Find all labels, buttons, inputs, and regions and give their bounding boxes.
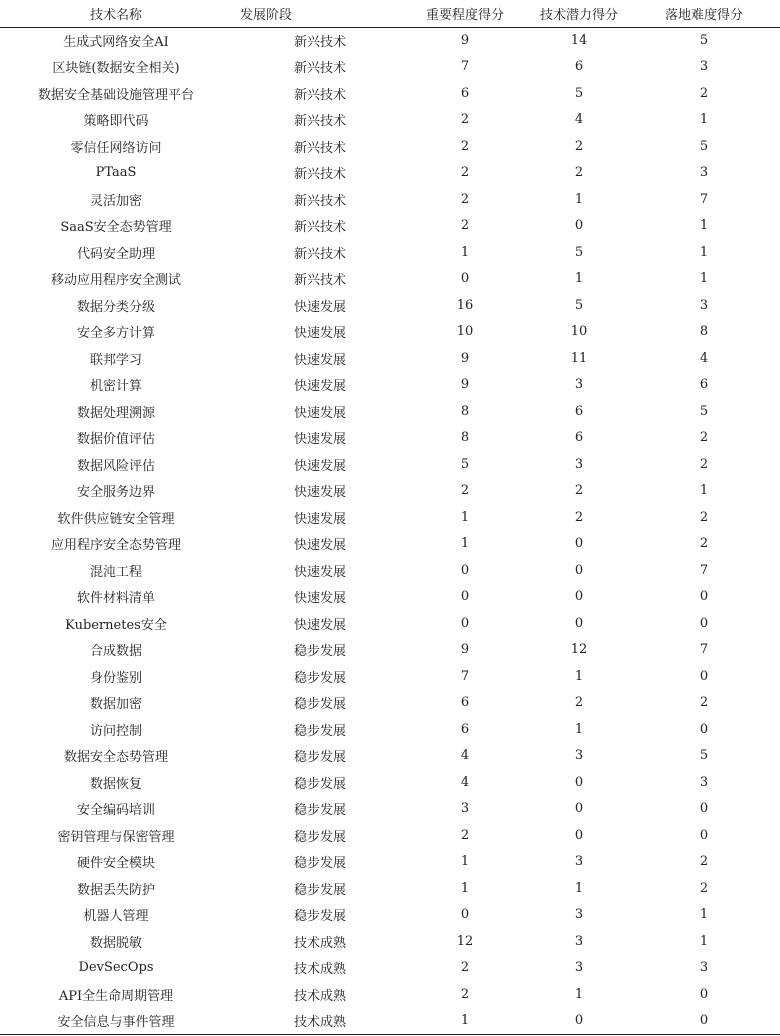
cell-potential-score: 1 xyxy=(574,721,584,737)
cell-potential-score: 10 xyxy=(570,324,588,340)
table-row xyxy=(0,27,780,54)
cell-tech-name: 灵活加密 xyxy=(89,193,142,209)
cell-potential-score: 0 xyxy=(574,827,584,843)
cell-tech-name: Kubernetes安全 xyxy=(65,617,167,633)
cell-importance-score: 1 xyxy=(460,854,470,870)
cell-potential-score: 1 xyxy=(574,880,584,896)
cell-difficulty-score: 2 xyxy=(699,536,709,552)
cell-stage: 稳步发展 xyxy=(293,803,346,819)
cell-difficulty-score: 0 xyxy=(699,986,709,1002)
cell-importance-score: 3 xyxy=(460,801,470,817)
cell-stage: 快速发展 xyxy=(293,352,346,368)
header-tech-name: 技术名称 xyxy=(0,0,232,27)
cell-stage: 快速发展 xyxy=(293,379,346,395)
cell-tech-name: 代码安全助理 xyxy=(76,246,155,262)
cell-difficulty-score: 1 xyxy=(699,271,709,287)
cell-importance-score: 5 xyxy=(460,456,470,472)
cell-difficulty-score: 3 xyxy=(699,165,709,181)
cell-potential-score: 0 xyxy=(574,774,584,790)
cell-potential-score: 0 xyxy=(574,562,584,578)
cell-difficulty-score: 1 xyxy=(699,907,709,923)
cell-importance-score: 16 xyxy=(456,297,474,313)
table-row xyxy=(0,531,780,558)
cell-difficulty-score: 7 xyxy=(699,642,709,658)
cell-difficulty-score: 7 xyxy=(699,191,709,207)
cell-stage: 快速发展 xyxy=(293,299,346,315)
cell-stage: 新兴技术 xyxy=(293,35,346,50)
cell-stage: 快速发展 xyxy=(293,564,346,580)
cell-importance-score: 0 xyxy=(460,271,470,287)
cell-importance-score: 7 xyxy=(460,668,470,684)
cell-potential-score: 3 xyxy=(574,854,584,870)
cell-tech-name: 机器人管理 xyxy=(83,909,149,925)
cell-importance-score: 8 xyxy=(460,430,470,446)
table-header xyxy=(0,0,780,27)
cell-tech-name: API全生命周期管理 xyxy=(58,988,174,1004)
cell-tech-name: 安全多方计算 xyxy=(76,326,155,342)
cell-importance-score: 0 xyxy=(460,907,470,923)
cell-potential-score: 3 xyxy=(574,456,584,472)
cell-difficulty-score: 1 xyxy=(699,933,709,949)
cell-difficulty-score: 5 xyxy=(699,403,709,419)
table-row xyxy=(0,80,780,107)
cell-difficulty-score: 2 xyxy=(699,456,709,472)
cell-potential-score: 5 xyxy=(574,297,584,313)
cell-potential-score: 0 xyxy=(574,801,584,817)
cell-tech-name: 区块链(数据安全相关) xyxy=(52,61,180,77)
table-row xyxy=(0,928,780,955)
table-row xyxy=(0,186,780,213)
cell-potential-score: 2 xyxy=(574,509,584,525)
cell-importance-score: 1 xyxy=(460,880,470,896)
cell-tech-name: 数据丢失防护 xyxy=(76,882,155,898)
cell-potential-score: 1 xyxy=(574,668,584,684)
cell-importance-score: 2 xyxy=(460,483,470,499)
table-row xyxy=(0,902,780,929)
cell-importance-score: 6 xyxy=(460,695,470,711)
cell-stage: 稳步发展 xyxy=(293,697,346,713)
cell-importance-score: 1 xyxy=(400,1008,530,1035)
table-row xyxy=(0,319,780,346)
cell-stage: 新兴技术 xyxy=(293,220,346,236)
cell-importance-score: 1 xyxy=(460,536,470,552)
cell-potential-score: 3 xyxy=(574,960,584,976)
cell-stage: 新兴技术 xyxy=(293,87,346,103)
cell-tech-name: 生成式网络安全AI xyxy=(63,35,169,50)
cell-difficulty-score: 2 xyxy=(699,509,709,525)
cell-difficulty-score: 2 xyxy=(699,85,709,101)
cell-importance-score: 10 xyxy=(456,324,474,340)
table-row xyxy=(0,769,780,796)
cell-potential-score: 0 xyxy=(574,536,584,552)
cell-tech-name: 身份鉴别 xyxy=(89,670,142,686)
cell-difficulty-score: 0 xyxy=(699,589,709,605)
cell-potential-score: 0 xyxy=(530,1008,628,1035)
cell-tech-name: 机密计算 xyxy=(89,379,142,395)
header-potential-score: 技术潜力得分 xyxy=(530,0,628,27)
table-body xyxy=(0,27,780,1034)
cell-stage: 快速发展 xyxy=(293,511,346,527)
cell-difficulty-score: 5 xyxy=(699,748,709,764)
table-row xyxy=(0,292,780,319)
cell-importance-score: 2 xyxy=(460,827,470,843)
cell-potential-score: 6 xyxy=(574,403,584,419)
cell-importance-score: 4 xyxy=(460,748,470,764)
table-row xyxy=(0,955,780,982)
cell-stage: 技术成熟 xyxy=(293,935,346,951)
cell-potential-score: 1 xyxy=(574,191,584,207)
table-row xyxy=(0,690,780,717)
cell-importance-score: 6 xyxy=(460,721,470,737)
cell-difficulty-score: 0 xyxy=(628,1008,780,1035)
cell-tech-name: 合成数据 xyxy=(89,644,142,660)
cell-stage: 新兴技术 xyxy=(293,140,346,156)
cell-difficulty-score: 0 xyxy=(699,801,709,817)
cell-stage: 技术成熟 xyxy=(293,962,346,978)
cell-potential-score: 5 xyxy=(574,244,584,260)
cell-stage: 新兴技术 xyxy=(293,246,346,262)
table-row xyxy=(0,716,780,743)
cell-tech-name: 混沌工程 xyxy=(89,564,142,580)
cell-tech-name: 安全服务边界 xyxy=(76,485,155,501)
cell-stage: 快速发展 xyxy=(293,485,346,501)
cell-stage: 快速发展 xyxy=(293,326,346,342)
cell-potential-score: 3 xyxy=(574,377,584,393)
cell-difficulty-score: 2 xyxy=(699,695,709,711)
cell-importance-score: 1 xyxy=(460,244,470,260)
table-row xyxy=(0,822,780,849)
cell-difficulty-score: 7 xyxy=(699,562,709,578)
cell-importance-score: 9 xyxy=(460,350,470,366)
cell-importance-score: 6 xyxy=(460,85,470,101)
cell-stage: 快速发展 xyxy=(293,538,346,554)
cell-stage: 新兴技术 xyxy=(293,114,346,130)
cell-tech-name: 数据加密 xyxy=(89,697,142,713)
table-row xyxy=(0,663,780,690)
cell-tech-name: 数据安全基础设施管理平台 xyxy=(37,87,194,103)
cell-importance-score: 2 xyxy=(460,112,470,128)
cell-importance-score: 12 xyxy=(456,933,474,949)
cell-importance-score: 2 xyxy=(460,191,470,207)
cell-potential-score: 1 xyxy=(574,986,584,1002)
cell-importance-score: 2 xyxy=(460,138,470,154)
cell-stage: 新兴技术 xyxy=(293,193,346,209)
cell-stage: 稳步发展 xyxy=(293,670,346,686)
header-difficulty-score: 落地难度得分 xyxy=(628,0,780,27)
cell-potential-score: 0 xyxy=(574,218,584,234)
cell-stage: 稳步发展 xyxy=(293,856,346,872)
cell-stage: 稳步发展 xyxy=(293,882,346,898)
cell-tech-name: SaaS安全态势管理 xyxy=(60,220,172,236)
table-row xyxy=(0,160,780,187)
cell-difficulty-score: 2 xyxy=(699,854,709,870)
cell-potential-score: 3 xyxy=(574,907,584,923)
cell-difficulty-score: 5 xyxy=(699,33,709,48)
table-row xyxy=(0,981,780,1008)
cell-stage: 新兴技术 xyxy=(293,61,346,77)
table-row xyxy=(0,1008,780,1035)
cell-potential-score: 2 xyxy=(574,695,584,711)
table-row xyxy=(0,478,780,505)
table-row xyxy=(0,372,780,399)
cell-stage: 新兴技术 xyxy=(293,167,346,183)
cell-tech-name: 软件供应链安全管理 xyxy=(57,511,175,527)
table-row xyxy=(0,425,780,452)
cell-stage: 稳步发展 xyxy=(293,723,346,739)
cell-stage: 技术成熟 xyxy=(232,1008,400,1035)
cell-tech-name: 数据脱敏 xyxy=(89,935,142,951)
cell-tech-name: 应用程序安全态势管理 xyxy=(50,538,181,554)
cell-tech-name: 访问控制 xyxy=(89,723,142,739)
cell-potential-score: 0 xyxy=(574,589,584,605)
cell-importance-score: 1 xyxy=(460,509,470,525)
cell-importance-score: 7 xyxy=(460,59,470,75)
cell-stage: 稳步发展 xyxy=(293,776,346,792)
cell-potential-score: 6 xyxy=(574,59,584,75)
cell-difficulty-score: 0 xyxy=(699,615,709,631)
cell-potential-score: 2 xyxy=(574,165,584,181)
cell-importance-score: 2 xyxy=(460,218,470,234)
cell-stage: 稳步发展 xyxy=(293,750,346,766)
cell-difficulty-score: 3 xyxy=(699,960,709,976)
cell-potential-score: 1 xyxy=(574,271,584,287)
table-row xyxy=(0,849,780,876)
cell-stage: 稳步发展 xyxy=(293,909,346,925)
cell-importance-score: 0 xyxy=(460,589,470,605)
table-row xyxy=(0,584,780,611)
table-row xyxy=(0,239,780,266)
cell-difficulty-score: 1 xyxy=(699,112,709,128)
cell-stage: 快速发展 xyxy=(293,617,346,633)
cell-tech-name: 零信任网络访问 xyxy=(70,140,162,156)
cell-difficulty-score: 6 xyxy=(699,377,709,393)
cell-difficulty-score: 0 xyxy=(699,668,709,684)
cell-tech-name: PTaaS xyxy=(95,165,137,181)
cell-tech-name: 数据处理溯源 xyxy=(76,405,155,421)
table-row xyxy=(0,398,780,425)
cell-difficulty-score: 4 xyxy=(699,350,709,366)
cell-stage: 快速发展 xyxy=(293,591,346,607)
cell-potential-score: 6 xyxy=(574,430,584,446)
cell-tech-name: 数据安全态势管理 xyxy=(63,750,168,766)
table-row xyxy=(0,345,780,372)
cell-importance-score: 9 xyxy=(460,33,470,48)
header-importance-score: 重要程度得分 xyxy=(400,0,530,27)
cell-tech-name: 数据分类分级 xyxy=(76,299,155,315)
cell-importance-score: 9 xyxy=(460,377,470,393)
cell-difficulty-score: 3 xyxy=(699,59,709,75)
cell-potential-score: 3 xyxy=(574,748,584,764)
cell-difficulty-score: 2 xyxy=(699,430,709,446)
cell-difficulty-score: 3 xyxy=(699,774,709,790)
cell-importance-score: 9 xyxy=(460,642,470,658)
header-row xyxy=(0,0,780,27)
cell-potential-score: 11 xyxy=(570,350,588,366)
cell-tech-name: 数据价值评估 xyxy=(76,432,155,448)
cell-potential-score: 2 xyxy=(574,483,584,499)
cell-difficulty-score: 1 xyxy=(699,218,709,234)
cell-difficulty-score: 1 xyxy=(699,244,709,260)
cell-stage: 技术成熟 xyxy=(293,988,346,1004)
cell-importance-score: 0 xyxy=(460,562,470,578)
cell-difficulty-score: 1 xyxy=(699,483,709,499)
table-row xyxy=(0,266,780,293)
cell-tech-name: 数据风险评估 xyxy=(76,458,155,474)
table-row xyxy=(0,504,780,531)
cell-importance-score: 0 xyxy=(460,615,470,631)
cell-stage: 快速发展 xyxy=(293,458,346,474)
cell-potential-score: 12 xyxy=(570,642,588,658)
cell-tech-name: 软件材料清单 xyxy=(76,591,155,607)
cell-stage: 稳步发展 xyxy=(293,829,346,845)
cell-tech-name: 密钥管理与保密管理 xyxy=(57,829,175,845)
table-row xyxy=(0,796,780,823)
table-row xyxy=(0,557,780,584)
table-row xyxy=(0,54,780,81)
table-row xyxy=(0,743,780,770)
cell-difficulty-score: 3 xyxy=(699,297,709,313)
cell-stage: 稳步发展 xyxy=(293,644,346,660)
cell-potential-score: 4 xyxy=(574,112,584,128)
cell-importance-score: 8 xyxy=(460,403,470,419)
cell-tech-name: 联邦学习 xyxy=(89,352,142,368)
cell-difficulty-score: 2 xyxy=(699,880,709,896)
header-stage: 发展阶段 xyxy=(232,0,400,27)
cell-difficulty-score: 8 xyxy=(699,324,709,340)
cell-potential-score: 3 xyxy=(574,933,584,949)
cell-stage: 快速发展 xyxy=(293,405,346,421)
cell-potential-score: 5 xyxy=(574,85,584,101)
cell-stage: 新兴技术 xyxy=(293,273,346,289)
cell-potential-score: 14 xyxy=(570,33,588,48)
cell-difficulty-score: 5 xyxy=(699,138,709,154)
cell-tech-name: 移动应用程序安全测试 xyxy=(50,273,181,289)
cell-stage: 快速发展 xyxy=(293,432,346,448)
cell-tech-name: DevSecOps xyxy=(78,960,154,976)
cell-difficulty-score: 0 xyxy=(699,721,709,737)
cell-importance-score: 2 xyxy=(460,960,470,976)
cell-tech-name: 硬件安全模块 xyxy=(76,856,155,872)
table-row xyxy=(0,213,780,240)
table-row xyxy=(0,451,780,478)
cell-difficulty-score: 0 xyxy=(699,827,709,843)
cell-importance-score: 2 xyxy=(460,986,470,1002)
table-row xyxy=(0,637,780,664)
cell-importance-score: 2 xyxy=(460,165,470,181)
cell-tech-name: 数据恢复 xyxy=(89,776,142,792)
cell-tech-name: 安全信息与事件管理 xyxy=(0,1008,232,1035)
cell-tech-name: 策略即代码 xyxy=(83,114,149,130)
cell-potential-score: 0 xyxy=(574,615,584,631)
cell-importance-score: 4 xyxy=(460,774,470,790)
table-row xyxy=(0,133,780,160)
table-row xyxy=(0,610,780,637)
table-row xyxy=(0,875,780,902)
table-row xyxy=(0,107,780,134)
cell-tech-name: 安全编码培训 xyxy=(76,803,155,819)
cell-potential-score: 2 xyxy=(574,138,584,154)
